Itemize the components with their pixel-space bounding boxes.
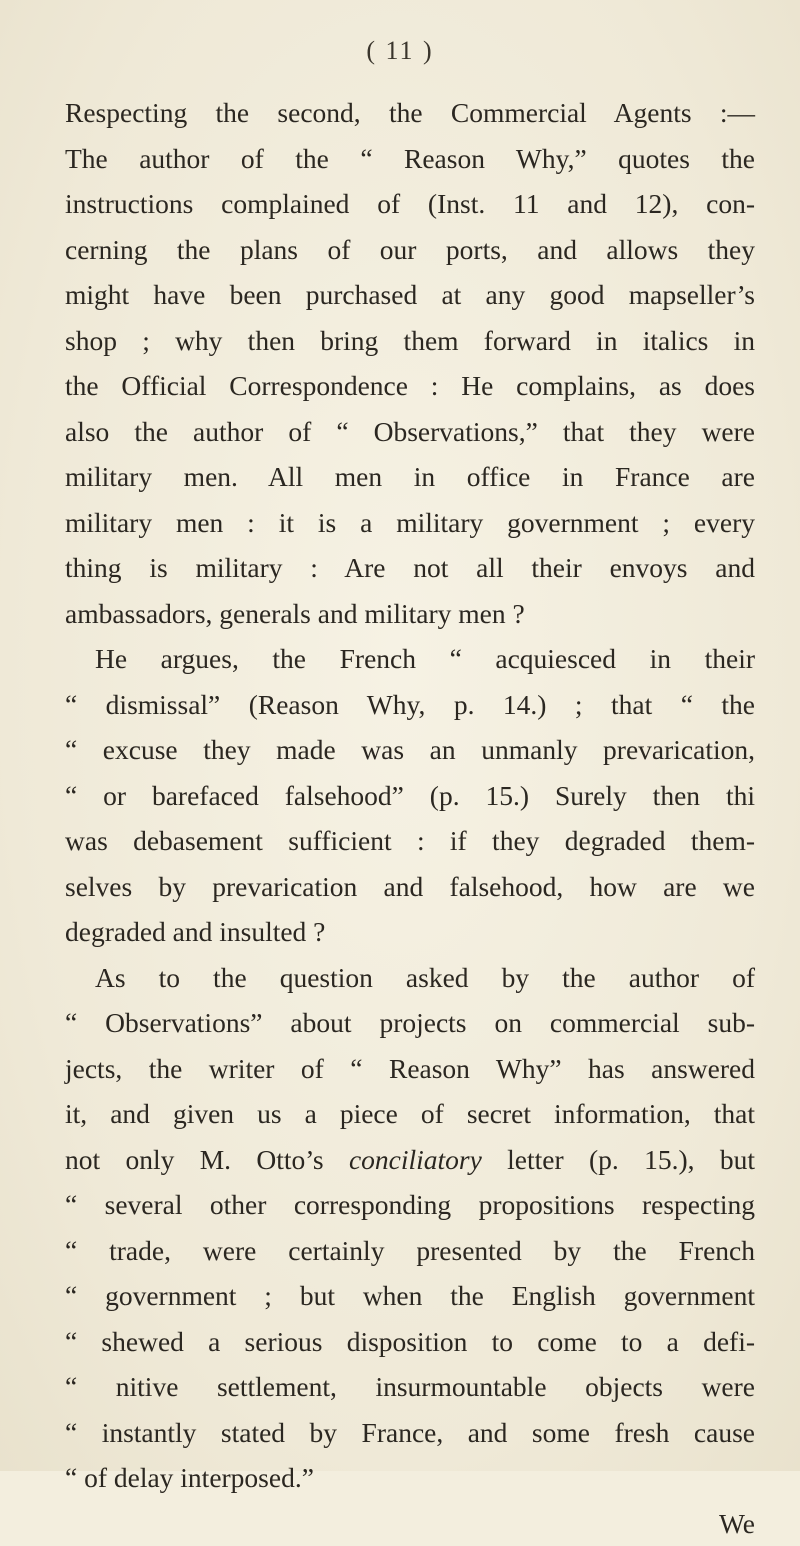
text-line: “ government ; but when the English government bbox=[65, 1273, 755, 1319]
text-segment: letter (p. 15.), but bbox=[482, 1144, 755, 1175]
text-line: As to the question asked by the author of bbox=[65, 955, 755, 1001]
text-line: jects, the writer of “ Reason Why” has answered bbox=[65, 1046, 755, 1092]
text-line: “ trade, were certainly presented by the French bbox=[65, 1228, 755, 1274]
text-line: military men : it is a military government ; every bbox=[65, 500, 755, 546]
text-line: He argues, the French “ acquiesced in their bbox=[65, 636, 755, 682]
text-line: “ of delay interposed.” bbox=[65, 1455, 755, 1501]
body-text bbox=[65, 90, 755, 1546]
text-line: military men. All men in office in France are bbox=[65, 454, 755, 500]
text-line: thing is military : Are not all their envoys and bbox=[65, 545, 755, 591]
text-line: might have been purchased at any good mapseller’s bbox=[65, 272, 755, 318]
text-line: “ or barefaced falsehood” (p. 15.) Surely then thi bbox=[65, 773, 755, 819]
text-line: “ excuse they made was an unmanly prevarication, bbox=[65, 727, 755, 773]
text-line: the Official Correspondence : He complains, as does bbox=[65, 363, 755, 409]
text-line: cerning the plans of our ports, and allows they bbox=[65, 227, 755, 273]
text-line: instructions complained of (Inst. 11 and 12), con- bbox=[65, 181, 755, 227]
text-line: shop ; why then bring them forward in italics in bbox=[65, 318, 755, 364]
text-segment: not only M. Otto’s bbox=[65, 1144, 349, 1175]
text-line: “ dismissal” (Reason Why, p. 14.) ; that “ the bbox=[65, 682, 755, 728]
text-line: Respecting the second, the Commercial Agents :— bbox=[65, 90, 755, 136]
text-line: The author of the “ Reason Why,” quotes the bbox=[65, 136, 755, 182]
catchword: We bbox=[65, 1501, 755, 1546]
text-line: also the author of “ Observations,” that they were bbox=[65, 409, 755, 455]
text-line: “ nitive settlement, insurmountable objects were bbox=[65, 1364, 755, 1410]
text-line: degraded and insulted ? bbox=[65, 909, 755, 955]
text-line: “ instantly stated by France, and some fresh cause bbox=[65, 1410, 755, 1456]
text-line: was debasement sufficient : if they degraded them- bbox=[65, 818, 755, 864]
text-line: “ shewed a serious disposition to come to a defi- bbox=[65, 1319, 755, 1365]
text-line-italic bbox=[65, 1137, 755, 1183]
italic-word: conciliatory bbox=[349, 1144, 482, 1175]
page-number-header: ( 11 ) bbox=[0, 36, 800, 66]
text-line: ambassadors, generals and military men ? bbox=[65, 591, 755, 637]
text-line: “ Observations” about projects on commercial sub- bbox=[65, 1000, 755, 1046]
text-line: “ several other corresponding propositions respecting bbox=[65, 1182, 755, 1228]
text-line: it, and given us a piece of secret information, that bbox=[65, 1091, 755, 1137]
text-line: selves by prevarication and falsehood, how are we bbox=[65, 864, 755, 910]
